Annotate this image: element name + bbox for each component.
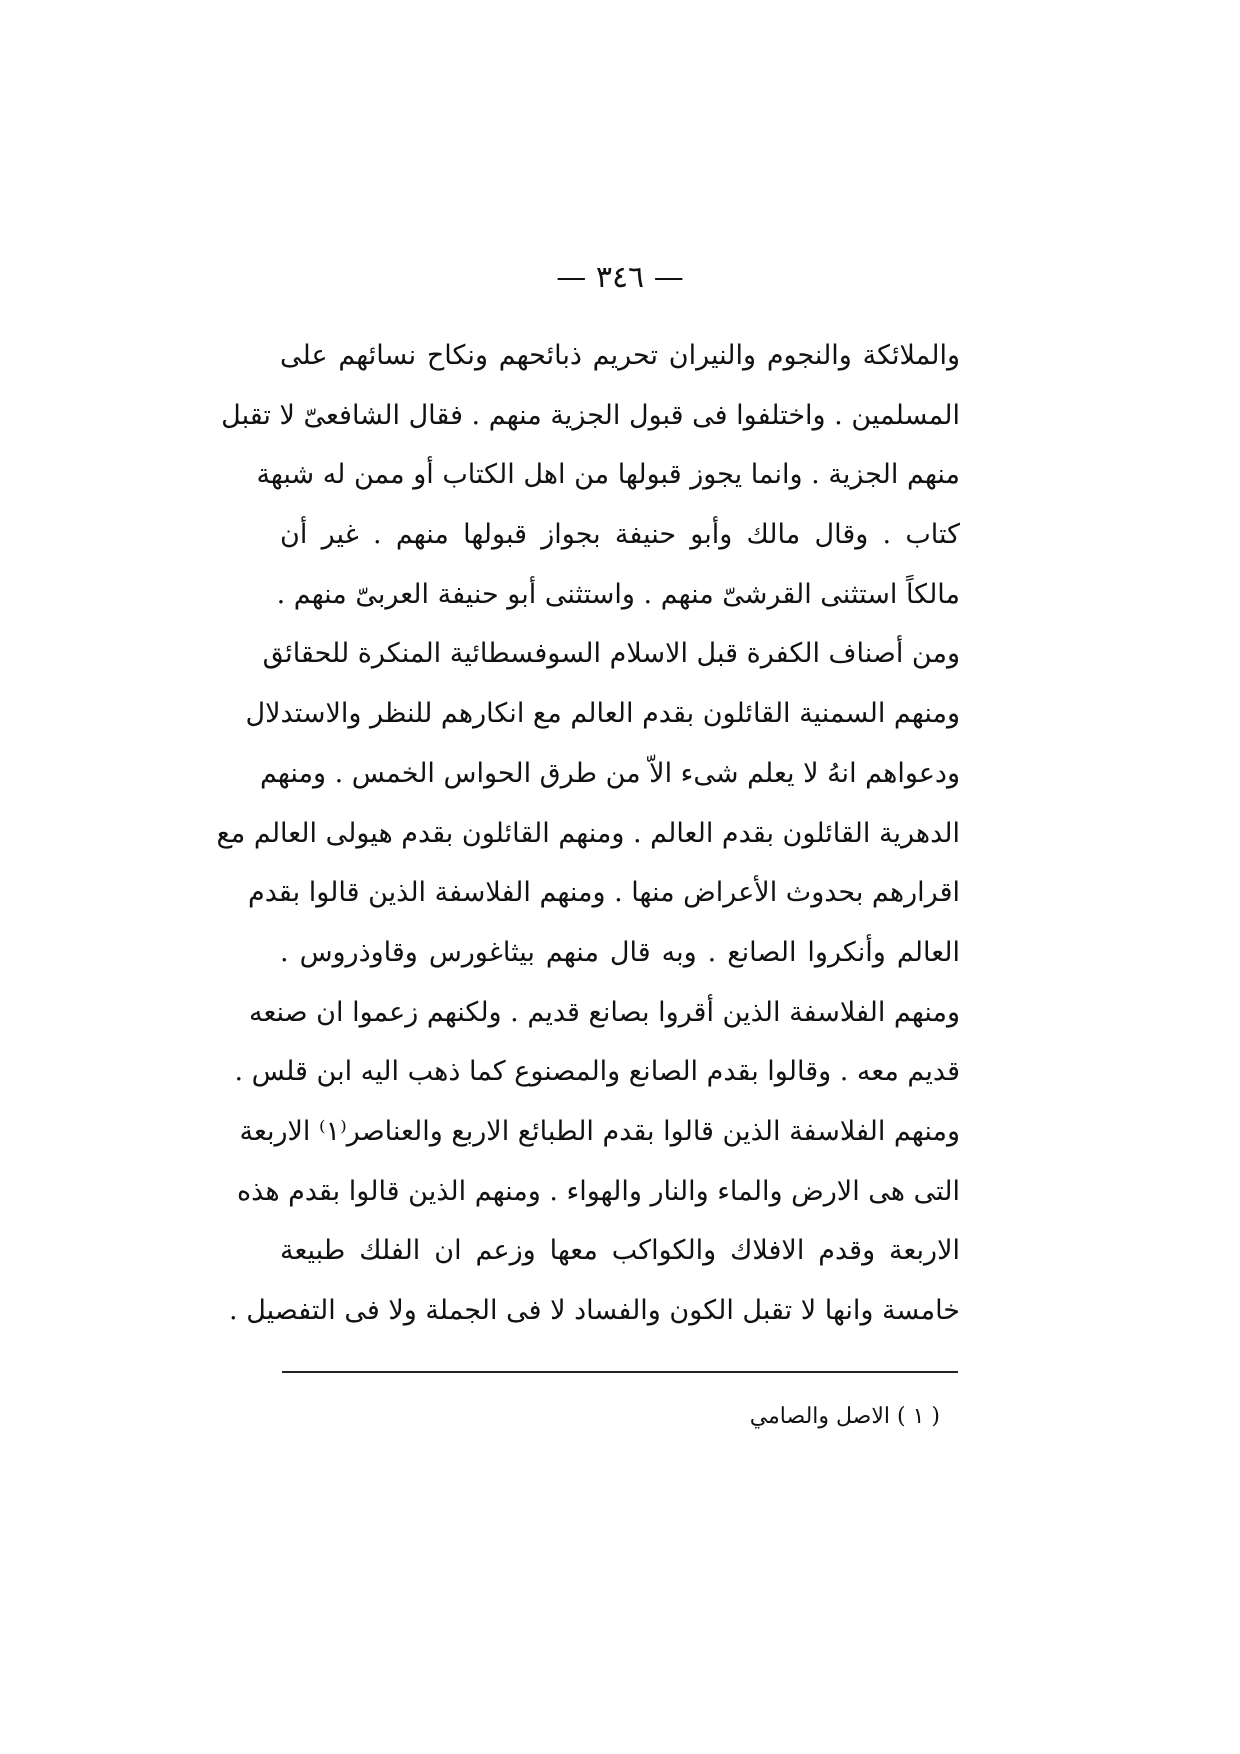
text-line: الاربعة وقدم الافلاك والكواكب معها وزعم ان الفلك طبيعة [280, 1235, 960, 1267]
text-line: خامسة وانها لا تقبل الكون والفساد لا فى الجملة ولا فى التفصيل . [229, 1295, 960, 1326]
footnote-divider [282, 1371, 958, 1373]
text-line: ودعواهم انهُ لا يعلم شىء الاّ من طرق الحواس الخمس . ومنهم [259, 757, 960, 789]
text-line: كتاب . وقال مالك وأبو حنيفة بجواز قبولها منهم . غير أن [280, 519, 960, 551]
page-number: — ٣٤٦ — [556, 260, 684, 295]
text-line: المسلمين . واختلفوا فى قبول الجزية منهم . فقال الشافعىّ لا تقبل [221, 399, 960, 431]
text-line: مالكاً استثنى القرشىّ منهم . واستثنى أبو حنيفة العربىّ منهم . [276, 578, 960, 610]
text-line: التى هى الارض والماء والنار والهواء . ومنهم الذين قالوا بقدم هذه [237, 1175, 960, 1207]
body-text [216, 326, 960, 1341]
text-line: العالم وأنكروا الصانع . وبه قال منهم بيثاغورس وقاوذروس . [280, 936, 960, 968]
text-line: اقرارهم بحدوث الأعراض منها . ومنهم الفلاسفة الذين قالوا بقدم [248, 877, 960, 909]
text-line: ومنهم الفلاسفة الذين أقروا بصانع قديم . ولكنهم زعموا ان صنعه [249, 996, 960, 1028]
text-line: قديم معه . وقالوا بقدم الصانع والمصنوع كما ذهب اليه ابن قلس . [234, 1056, 960, 1088]
text-line: ومن أصناف الكفرة قبل الاسلام السوفسطائية المنكرة للحقائق [262, 638, 960, 670]
text-line: الدهرية القائلون بقدم العالم . ومنهم القائلون بقدم هيولى العالم مع [216, 817, 960, 849]
text-line: والملائكة والنجوم والنيران تحريم ذبائحهم ونكاح نسائهم على [280, 340, 960, 371]
text-line: ومنهم الفلاسفة الذين قالوا بقدم الطبائع الاربع والعناصر⁽١⁾ الاربعة [239, 1115, 960, 1147]
text-line: ومنهم السمنية القائلون بقدم العالم مع انكارهم للنظر والاستدلال [245, 698, 960, 730]
text-line: منهم الجزية . وانما يجوز قبولها من اهل الكتاب أو ممن له شبهة [256, 459, 960, 491]
footnote: ( ١ ) الاصل والصامي [749, 1404, 940, 1429]
